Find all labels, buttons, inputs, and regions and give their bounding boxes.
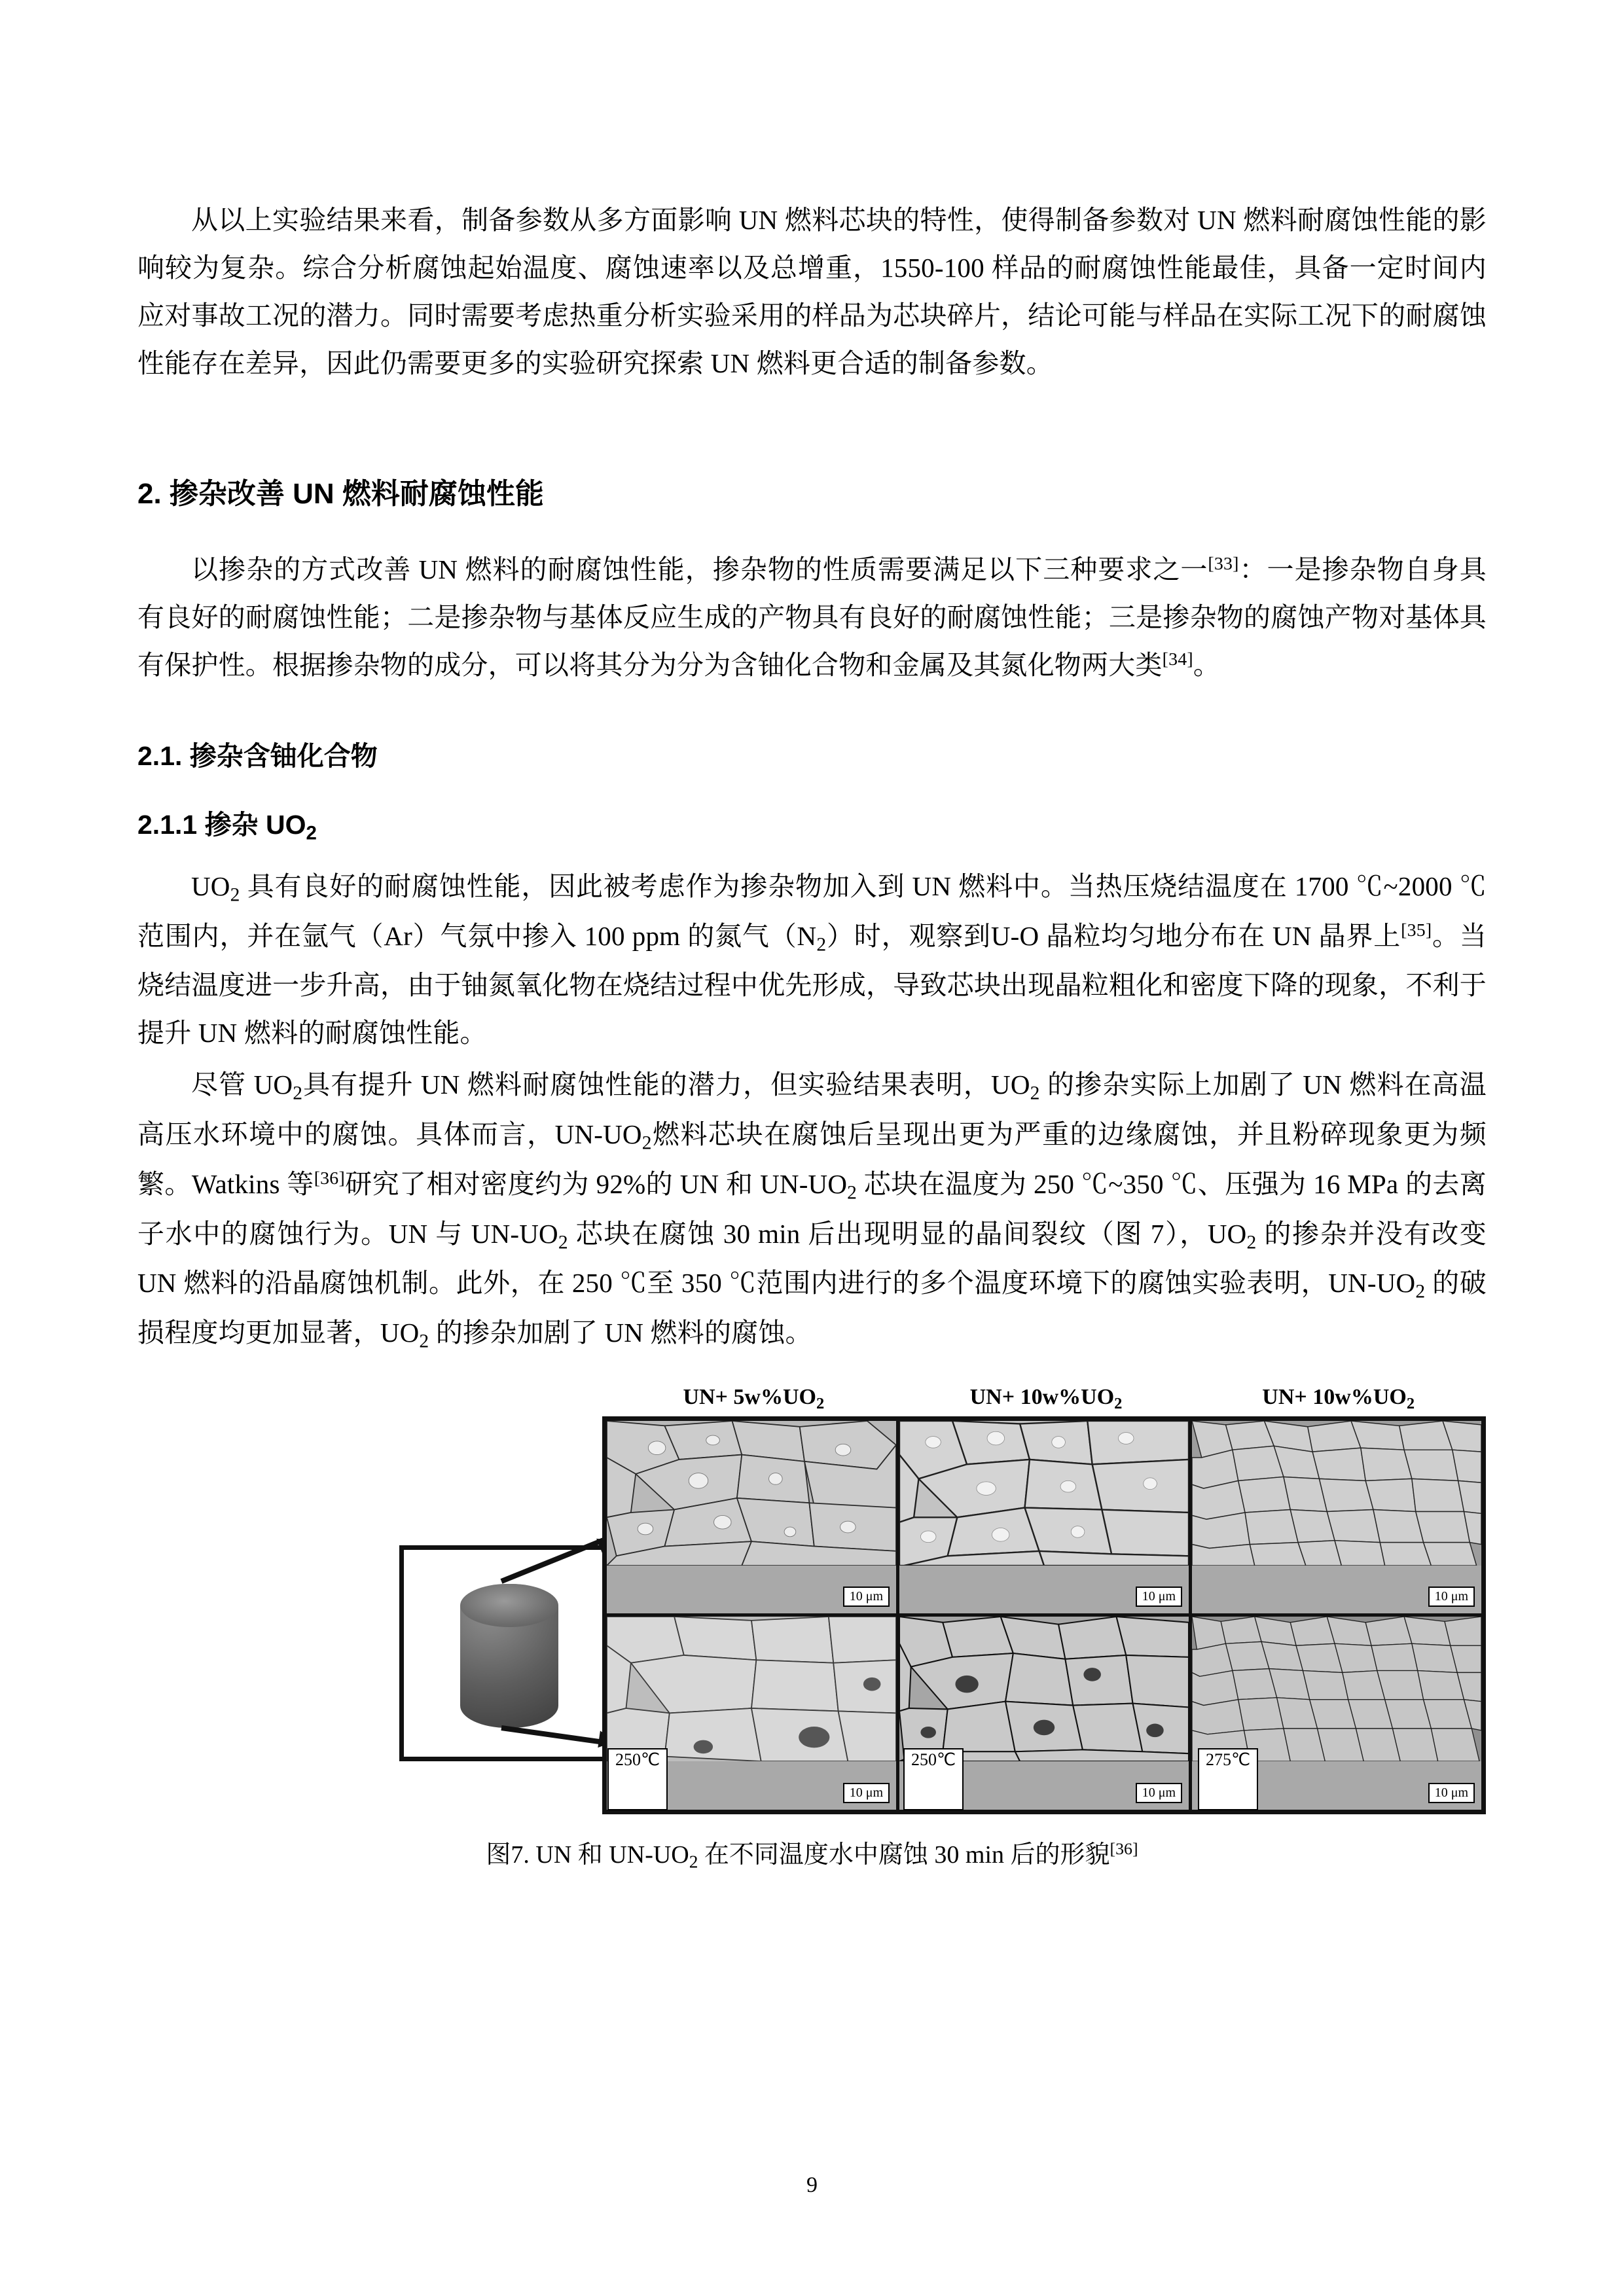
scale-bar-6: 10 μm xyxy=(1428,1783,1475,1803)
page-number: 9 xyxy=(806,2173,818,2197)
figure-column-titles xyxy=(607,1385,1485,1413)
temperature-label-250-a: 250℃ xyxy=(607,1748,668,1810)
text-run: ）时，观察到U-O 晶粒均匀地分布在 UN 晶界上 xyxy=(826,920,1401,951)
section-heading-2-1: 2.1. 掺杂含铀化合物 xyxy=(137,740,378,771)
subscript: 2 xyxy=(816,933,827,955)
scale-bar-3: 10 μm xyxy=(1428,1587,1475,1607)
title-subscript: 2 xyxy=(1406,1394,1415,1412)
temperature-label-275: 275℃ xyxy=(1198,1748,1258,1810)
citation-ref-36: [36] xyxy=(314,1168,345,1189)
figure-7 xyxy=(137,1384,1487,1872)
scale-bar-4: 10 μm xyxy=(843,1783,890,1803)
text-run: 具有提升 UN 燃料耐腐蚀性能的潜力，但实验结果表明，UO xyxy=(302,1069,1030,1100)
micrograph-cell-1 xyxy=(607,1421,896,1614)
citation-ref-35: [35] xyxy=(1401,920,1432,941)
text-run: 。 xyxy=(1193,649,1221,680)
text-run: 研究了相对密度约为 92%的 UN 和 UN-UO xyxy=(344,1168,848,1199)
section-heading-2-1-1 xyxy=(137,805,1487,848)
subscript: 2 xyxy=(1246,1231,1257,1253)
title-text: UN+ 10w%UO xyxy=(1262,1384,1407,1409)
text-run: 的掺杂加剧了 UN 燃料的腐蚀。 xyxy=(429,1318,812,1348)
title-text: UN+ 5w%UO xyxy=(683,1384,816,1409)
micrograph-grid xyxy=(602,1416,1486,1814)
text-run: 芯块在温度为 250 ℃~350 ℃、压强为 16 MPa 的去离子水中的腐蚀行为。UN 与 UN-UO xyxy=(137,1168,1487,1249)
title-subscript: 2 xyxy=(1114,1394,1123,1412)
paragraph-conclusion: 从以上实验结果来看，制备参数从多方面影响 UN 燃料芯块的特性，使得制备参数对 UN 燃料耐腐蚀性能的影响较为复杂。综合分析腐蚀起始温度、腐蚀速率以及总增重，1550-100 样品的耐腐蚀性能最佳，具备一定时间内应对事故工况的潜力。同时需要考虑热重分析实验采用的样品为芯块碎片，结论可能与样品在实际工况下的耐腐蚀性能存在差异，因此仍需要更多的实验研究探索 UN 燃料更合适的制备参数。 xyxy=(137,205,1487,378)
micrograph-cell-3 xyxy=(1192,1421,1481,1614)
figure-column-title-2 xyxy=(900,1385,1193,1413)
caption-label: 图7. xyxy=(486,1840,536,1869)
paragraph-uo2-properties xyxy=(137,863,1487,1058)
text-run: 具有良好的耐腐蚀性能，因此被考虑作为掺杂物加入到 UN 燃料中。当热压烧结温度在 1700 ℃~2000 ℃范围内，并在氩气（Ar）气氛中掺入 100 ppm 的氮气（N xyxy=(137,870,1487,951)
caption-text: UN 和 UN-UO xyxy=(535,1840,689,1869)
microstructure-image xyxy=(607,1421,896,1566)
spacer xyxy=(137,391,1487,422)
fuel-pellet-image xyxy=(460,1584,558,1728)
scale-bar-1: 10 μm xyxy=(843,1587,890,1607)
micrograph-cell-2 xyxy=(899,1421,1189,1614)
text-run: 。当烧结温度进一步升高，由于铀氮氧化物在烧结过程中优先形成，导致芯块出现晶粒粗化和密度下降的现象，不利于提升 UN 燃料的耐腐蚀性能。 xyxy=(137,920,1487,1049)
text-run: 以掺杂的方式改善 UN 燃料的耐腐蚀性能，掺杂物的性质需要满足以下三种要求之一 xyxy=(191,554,1208,584)
citation-ref-33: [33] xyxy=(1208,553,1239,574)
figure-column-title-1 xyxy=(607,1385,900,1413)
subscript: 2 xyxy=(847,1182,857,1204)
subscript: 2 xyxy=(641,1132,652,1154)
text-run: 芯块在腐蚀 30 min 后出现明显的晶间裂纹（图 7），UO xyxy=(568,1218,1247,1249)
heading-text: 2.1.1 掺杂 UO xyxy=(137,810,306,840)
paragraph-uo2-corrosion xyxy=(137,1061,1487,1359)
text-run: 的掺杂并没有改变 UN 燃料的沿晶腐蚀机制。此外，在 250 ℃至 350 ℃范围内进行的多个温度环境下的腐蚀实验表明，UN-UO xyxy=(137,1218,1487,1299)
title-subscript: 2 xyxy=(816,1394,825,1412)
caption-text-2: 在不同温度水中腐蚀 30 min 后的形貌 xyxy=(698,1840,1110,1869)
citation-ref-34: [34] xyxy=(1162,649,1193,670)
scale-bar-2: 10 μm xyxy=(1136,1587,1182,1607)
microstructure-image xyxy=(899,1617,1189,1761)
subscript: 2 xyxy=(1030,1083,1040,1104)
microstructure-image xyxy=(607,1617,896,1761)
subscript: 2 xyxy=(1415,1281,1426,1302)
subscript: 2 xyxy=(293,1083,303,1104)
paragraph-doping-requirements xyxy=(137,546,1487,689)
text-run: ：一是掺杂物自身具有良好的耐腐蚀性能；二是掺杂物与基体反应生成的产物具有良好的耐腐蚀性能；三是掺杂物的腐蚀产物对基体具有保护性。根据掺杂物的成分，可以将其分为分为含铀化合物和金属及其氮化物两大类 xyxy=(137,554,1487,680)
microstructure-image xyxy=(899,1421,1189,1566)
section-heading-2: 2. 掺杂改善 UN 燃料耐腐蚀性能 xyxy=(137,477,544,510)
subscript: 2 xyxy=(230,884,240,906)
text-run: 尽管 UO xyxy=(191,1069,293,1100)
figure-column-title-3 xyxy=(1192,1385,1485,1413)
text-run: 的掺杂实际上加剧了 UN 燃料在高温高压水环境中的腐蚀。具体而言，UN-UO xyxy=(137,1069,1487,1150)
text-run: 的破损程度均更加显著，UO xyxy=(137,1268,1487,1348)
microstructure-image xyxy=(1192,1617,1481,1761)
scale-bar-5: 10 μm xyxy=(1136,1783,1182,1803)
microstructure-image xyxy=(1192,1421,1481,1566)
figure-content xyxy=(137,1385,1487,1817)
caption-citation: [36] xyxy=(1110,1839,1138,1859)
subscript: 2 xyxy=(558,1231,568,1253)
figure-caption xyxy=(137,1834,1487,1873)
text-run: 燃料芯块在腐蚀后呈现出更为严重的边缘腐蚀，并且粉碎现象更为频繁。Watkins 等 xyxy=(137,1119,1487,1199)
caption-subscript: 2 xyxy=(689,1852,698,1872)
title-text: UN+ 10w%UO xyxy=(969,1384,1115,1409)
temperature-label-250-b: 250℃ xyxy=(903,1748,964,1810)
subscript: 2 xyxy=(419,1331,429,1352)
heading-subscript: 2 xyxy=(306,822,317,844)
text-run: UO xyxy=(191,870,230,901)
